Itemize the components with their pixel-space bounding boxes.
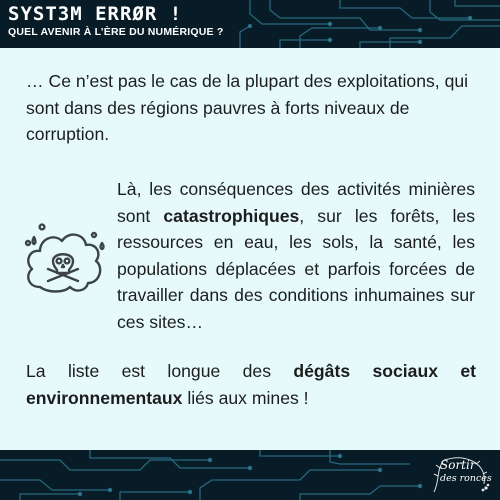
page-subtitle: QUEL AVENIR À L’ÈRE DU NUMÉRIQUE ? xyxy=(8,26,224,38)
paragraph-consequences xyxy=(117,176,475,335)
skull-crossbones-cloud-icon xyxy=(20,213,106,299)
paragraph-consequences-text-end: , sur les forêts, les ressources en eau, les sols, la santé, les populations déplacées et parfois forcées de travailler dans des conditions inhumaines sur ces sites… xyxy=(117,205,475,332)
logo-text-line2: des ronces xyxy=(440,473,492,484)
emphasis-degats: dégâts sociaux et environnementaux xyxy=(26,361,477,408)
paragraph-conclusion-text-end: liés aux mines ! xyxy=(182,387,309,408)
page-title: SYST3M ERRØR ! xyxy=(8,3,183,25)
paragraph-conclusion-text: La liste est longue des xyxy=(26,361,294,381)
logo-sortir-des-ronces xyxy=(426,454,492,496)
emphasis-catastrophiques: catastrophiques xyxy=(163,205,300,226)
footer-banner xyxy=(0,450,500,500)
paragraph-conclusion xyxy=(26,358,476,411)
circuit-pattern-footer xyxy=(0,450,500,500)
content-panel xyxy=(0,48,500,450)
logo-text-line1: Sortir xyxy=(440,458,476,472)
paragraph-intro: … Ce n’est pas le cas de la plupart des exploitations, qui sont dans des régions pauvres à forts niveaux de corruption. xyxy=(26,71,469,144)
header-banner xyxy=(0,0,500,48)
paragraph-consequences-text: Là, les conséquences des activités minières sont xyxy=(117,179,475,226)
